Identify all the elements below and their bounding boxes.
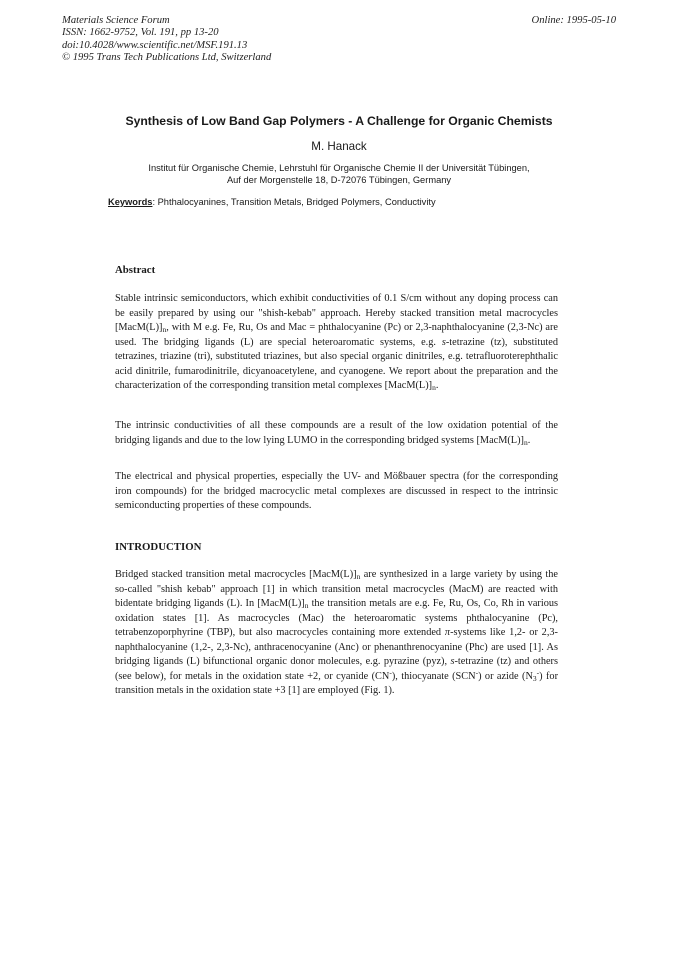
journal-name: Materials Science Forum [62,15,170,26]
affiliation [100,162,578,187]
abstract-paragraph-1: Stable intrinsic semiconductors, which exhibit conductivities of 0.1 S/cm without any doping process can be easily prepared by using our "shish-kebab" approach. Hereby stacked transition metal macrocycles $[MacM(L)]_n$, with M e.g. Fe, Ru, Os and Mac = phthalocyanine (Pc) or 2,3-naphthalocyanine (2,3-Nc) are used. The bridging ligands (L) are special heteroaromatic systems, e.g. s-tetrazine (tz), substituted tetrazines, triazine (tri), substituted triazines, but also special organic dinitriles, e.g. tetrafluoroterephthalic acid dinitrile, fumarodinitrile, dicyanoacetylene, and cyanogene. We report about the preparation and the characterization of the corresponding transition metal complexes $[MacM(L)]_n$. [115,293,558,392]
journal-issn: ISSN: 1662-9752, Vol. 191, pp 13-20 [62,27,219,39]
paper-title: Synthesis of Low Band Gap Polymers - A Challenge for Organic Chemists [125,114,553,128]
abstract-heading: Abstract [115,264,156,276]
author-name: M. Hanack [311,140,367,153]
introduction-heading: INTRODUCTION [115,541,202,553]
affiliation-line-1: Institut für Organische Chemie, Lehrstuhl für Organische Chemie II der Universität Tübingen, [148,163,530,173]
abstract-paragraph-3: The electrical and physical properties, especially the UV- and Mößbauer spectra (for the corresponding iron compounds) for the bridged macrocyclic metal complexes are discussed in respect to the intrinsic semiconducting properties of these compounds. [115,471,558,511]
introduction-paragraph-1: Bridged stacked transition metal macrocycles $[MacM(L)]_n$ are synthesized in a large variety by using the so-called "shish kebab" approach [1] in which transition metal macrocycles (MacM) are reacted with bidentate bridging ligands (L). In $[MacM(L)]_n$ the transition metals are e.g. Fe, Ru, Os, Co, Rh in various oxidation states [1]. As macrocycles (Mac) the heteroaromatic systems phthalocyanine (Pc), tetrabenzoporphyrine (TBP), but also macrocycles containing more extended π-systems like 1,2- or 2,3-naphthalocyanine (1,2-, 2,3-Nc), anthracenocyanine (Anc) or phenanthrenocyanine (Phc) are used [1]. As bridging ligands (L) bifunctional organic donor molecules, e.g. pyrazine (pyz), s-tetrazine (tz) and others (see below), for metals in the oxidation state +2, or cyanide (CN-), thiocyanate (SCN-) or azide $(N_3^-)$ for transition metals in the oxidation state +3 [1] are employed (Fig. 1). [115,569,558,696]
keywords-label: Keywords [108,197,153,207]
keywords-text: Phthalocyanines, Transition Metals, Bridged Polymers, Conductivity [157,197,436,207]
journal-doi[interactable]: doi:10.4028/www.scientific.net/MSF.191.13 [62,39,248,51]
journal-copyright: © 1995 Trans Tech Publications Ltd, Switzerland [62,52,272,64]
affiliation-line-2: Auf der Morgenstelle 18, D-72076 Tübingen, Germany [226,175,452,186]
online-date: Online: 1995-05-10 [531,15,616,26]
keywords: Keywords: Phthalocyanines, Transition Metals, Bridged Polymers, Conductivity [108,197,436,207]
journal-citation-block [62,15,271,65]
abstract-paragraph-2: The intrinsic conductivities of all these compounds are a result of the low oxidation potential of the bridging ligands and due to the low lying LUMO in the corresponding bridged systems $[MacM(L)]_n$. [115,420,558,447]
